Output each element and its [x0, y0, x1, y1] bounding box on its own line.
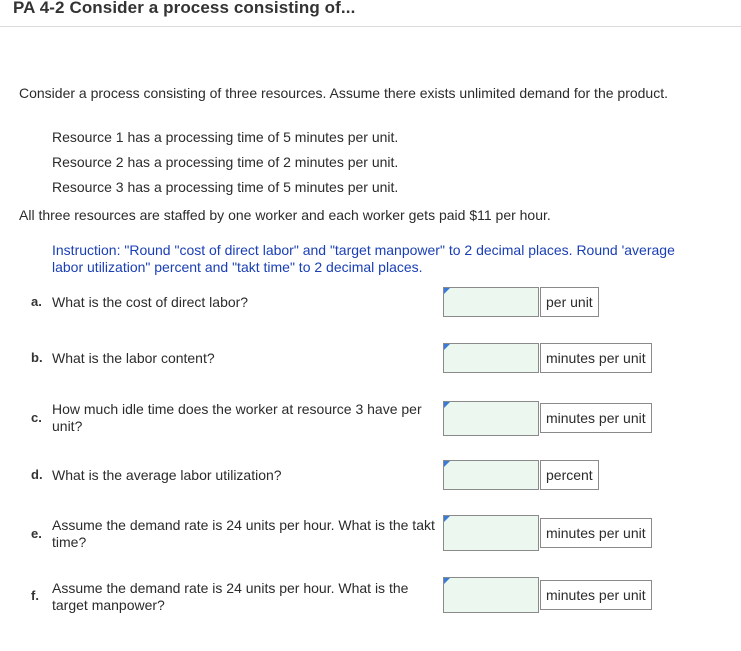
unit-label: minutes per unit — [540, 518, 652, 548]
answer-input-c[interactable] — [443, 401, 539, 436]
question-text: What is the average labor utilization? — [52, 467, 282, 483]
unit-label: minutes per unit — [540, 403, 652, 433]
flag-icon — [444, 288, 450, 294]
resource-2-text: Resource 2 has a processing time of 2 minutes per unit. — [52, 154, 399, 170]
question-text: Assume the demand rate is 24 units per hour. What is the takt time? — [52, 517, 435, 550]
header-bar — [0, 0, 741, 27]
question-text: What is the cost of direct labor? — [52, 294, 249, 310]
flag-icon — [444, 516, 450, 522]
answer-input-d[interactable] — [443, 460, 539, 490]
question-text: Assume the demand rate is 24 units per hour. What is the target manpower? — [52, 580, 409, 613]
instruction-text: Instruction: "Round "cost of direct labor" and "target manpower" to 2 decimal places. Round 'average labor utilization" percent and "takt time" to 2 decimal places. — [52, 242, 675, 275]
answer-input-f[interactable] — [443, 577, 539, 613]
question-letter: e. — [31, 526, 42, 541]
unit-label: per unit — [540, 287, 599, 317]
question-letter: a. — [31, 294, 42, 309]
problem-intro: Consider a process consisting of three resources. Assume there exists unlimited demand for the product. — [19, 85, 668, 101]
unit-label: minutes per unit — [540, 343, 652, 373]
flag-icon — [444, 461, 450, 467]
question-letter: c. — [31, 410, 42, 425]
answer-input-a[interactable] — [443, 287, 539, 317]
answer-input-e[interactable] — [443, 515, 539, 551]
flag-icon — [444, 578, 450, 584]
flag-icon — [444, 344, 450, 350]
question-letter: b. — [31, 350, 43, 365]
staffing-text: All three resources are staffed by one worker and each worker gets paid $11 per hour. — [19, 207, 551, 223]
resource-1-text: Resource 1 has a processing time of 5 minutes per unit. — [52, 129, 399, 145]
question-letter: f. — [31, 588, 39, 603]
question-text: What is the labor content? — [52, 350, 215, 366]
question-text: How much idle time does the worker at resource 3 have per unit? — [52, 401, 422, 434]
page-title: PA 4-2 Consider a process consisting of... — [13, 0, 356, 17]
unit-label: percent — [540, 460, 599, 490]
question-letter: d. — [31, 467, 43, 482]
flag-icon — [444, 402, 450, 408]
unit-label: minutes per unit — [540, 580, 652, 610]
answer-input-b[interactable] — [443, 343, 539, 373]
resource-3-text: Resource 3 has a processing time of 5 minutes per unit. — [52, 179, 399, 195]
